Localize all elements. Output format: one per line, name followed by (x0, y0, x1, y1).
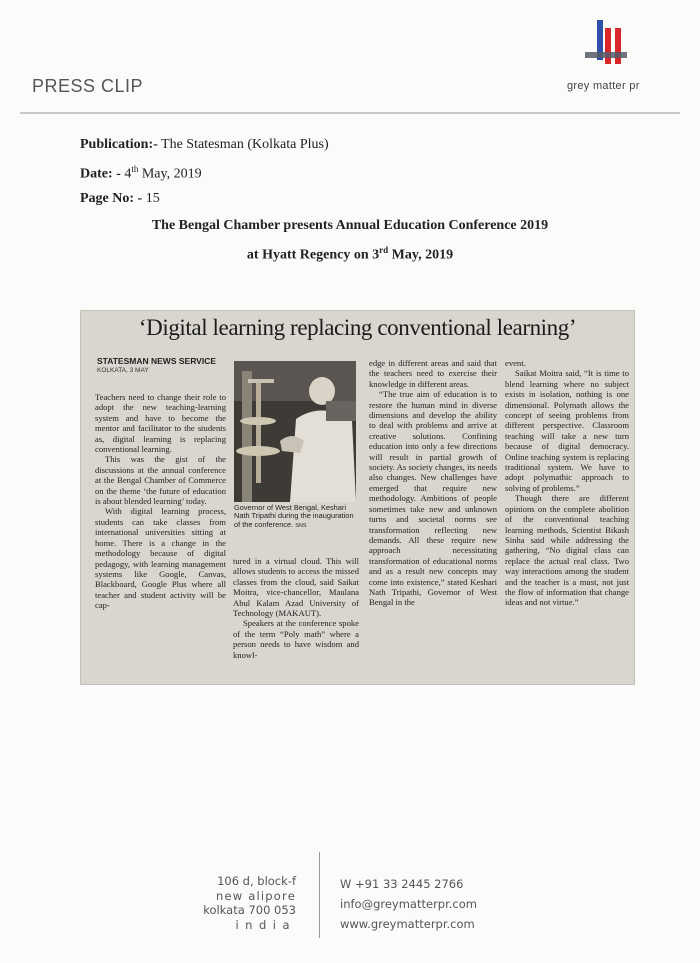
logo-bars-icon (565, 18, 635, 78)
article-paragraph: event. (505, 358, 526, 368)
press-clip-label: PRESS CLIP (32, 76, 144, 96)
article-title: ‘Digital learning replacing conventional learning’ (138, 315, 577, 340)
article-paragraph: “The true aim of education is to restore the human mind in diverse dimensions and develop the ability to deal with problems and arrive at creative solutions. Confining education into only a few directions will result in partial growth of society. As society changes, its needs also changes. New challenges have emerged that require new methodology. Ambitions of people sometimes take new and unknown turns and societal norms see transformation reflecting new demands. All these require new approach necessitating transformation of educational norms and as a result new concepts may come into existence,” stated Keshari Nath Tripathi, Governor of West Bengal in the (369, 389, 497, 608)
page-value: 15 (145, 191, 160, 206)
footer-email[interactable]: info@greymatterpr.com (340, 897, 477, 911)
article-column-2 (233, 556, 359, 660)
article-paragraph: Teachers need to change their role to adopt the new teaching-learning system and have to become the mentor and facilitator to the students as, digital learning is replacing conventional learning. (95, 392, 226, 455)
article-paragraph: With digital learning process, students can take classes from international universities sitting at home. There is a change in the methodology because of digital pedagogy, with learning management systems like Google, Canvas, Blackboard, Google Plus where all teacher and student activity will be cap- (95, 506, 226, 611)
governor-photo (234, 361, 356, 502)
date-suffix: th (131, 164, 139, 174)
publication-line (80, 137, 329, 153)
address-line-2: new alipore (216, 888, 296, 903)
date-line (80, 164, 202, 183)
footer-website[interactable]: www.greymatterpr.com (340, 917, 475, 931)
photo-caption-text: Governor of West Bengal, Keshari Nath Tripathi during the inauguration of the conference. (234, 503, 354, 529)
publication-value: The Statesman (Kolkata Plus) (161, 137, 329, 152)
address-line-1: 106 d, block-f (217, 874, 296, 888)
footer-contact (340, 874, 477, 934)
article-paragraph: This was the gist of the discussions at the annual conference at the Bengal Chamber of Commerce on the theme ‘the future of education is about blended learning’ today. (95, 454, 226, 507)
footer-address (203, 874, 296, 932)
date-day: 4 (124, 166, 132, 182)
headline-line-1: The Bengal Chamber presents Annual Education Conference 2019 (151, 218, 549, 233)
headline-line-2-post: May, 2019 (391, 247, 454, 263)
article-column-3 (369, 358, 497, 608)
article-paragraph: tured in a virtual cloud. This will allows students to access the missed classes from the cloud, said Saikat Moitra, vice-chancellor, Maulana Abul Kalam Azad University of Technology (MAKAUT). (233, 556, 359, 619)
article-paragraph: Speakers at the conference spoke of the term “Poly math” where a person needs to have wisdom and knowl- (233, 618, 359, 660)
publication-label: Publication:- (80, 137, 158, 152)
date-label: Date: - (80, 166, 121, 182)
headline-line-2 (0, 245, 700, 264)
article-paragraph: edge in different areas and said that the teachers need to exercise their knowledge in different areas. (369, 358, 497, 389)
date-rest: May, 2019 (141, 166, 202, 182)
headline-line-2-pre: at Hyatt Regency on 3 (246, 247, 380, 263)
article-column-4 (505, 358, 629, 608)
photo-caption (234, 504, 358, 530)
article-byline: STATESMAN NEWS SERVICE (97, 356, 217, 366)
newspaper-clipping (81, 311, 634, 684)
headline-line-2-sup: rd (379, 245, 389, 255)
page-line (80, 191, 160, 207)
article-column-1 (95, 392, 226, 611)
page-label: Page No: - (80, 191, 143, 206)
article-dateline: KOLKATA, 3 MAY (97, 367, 149, 374)
article-paragraph: Though there are different opinions on the complete abolition of the conventional teaching learning methods, Scientist Bikash Sinha said while addressing the gathering, “No digital class can replace the actual real class. Two way interactions among the student and the teacher is a must, not just the flow of information that change ideas and not virtue.” (505, 493, 629, 608)
grey-matter-logo (565, 18, 685, 98)
address-line-4: india (235, 917, 296, 932)
article-paragraph: Saikat Moitra said, “It is time to blend learning where no subject exists in isolation, nothing is one dimensional. Polymath allows the concept of seeing problems from different perspective. Classroom teaching will take a new turn because of digital democracy. Online teaching system is replacing traditional system. We have to adopt polymathic approach to solving of problems.” (505, 368, 629, 493)
logo-text: grey matter pr (567, 80, 640, 92)
photo-credit: SNS (295, 522, 307, 529)
header-divider (20, 112, 680, 114)
footer-phone: W +91 33 2445 2766 (340, 877, 464, 891)
governor-lamp-lighting-image (234, 361, 356, 502)
footer-divider (319, 852, 320, 938)
address-line-3: kolkata 700 053 (203, 903, 296, 917)
